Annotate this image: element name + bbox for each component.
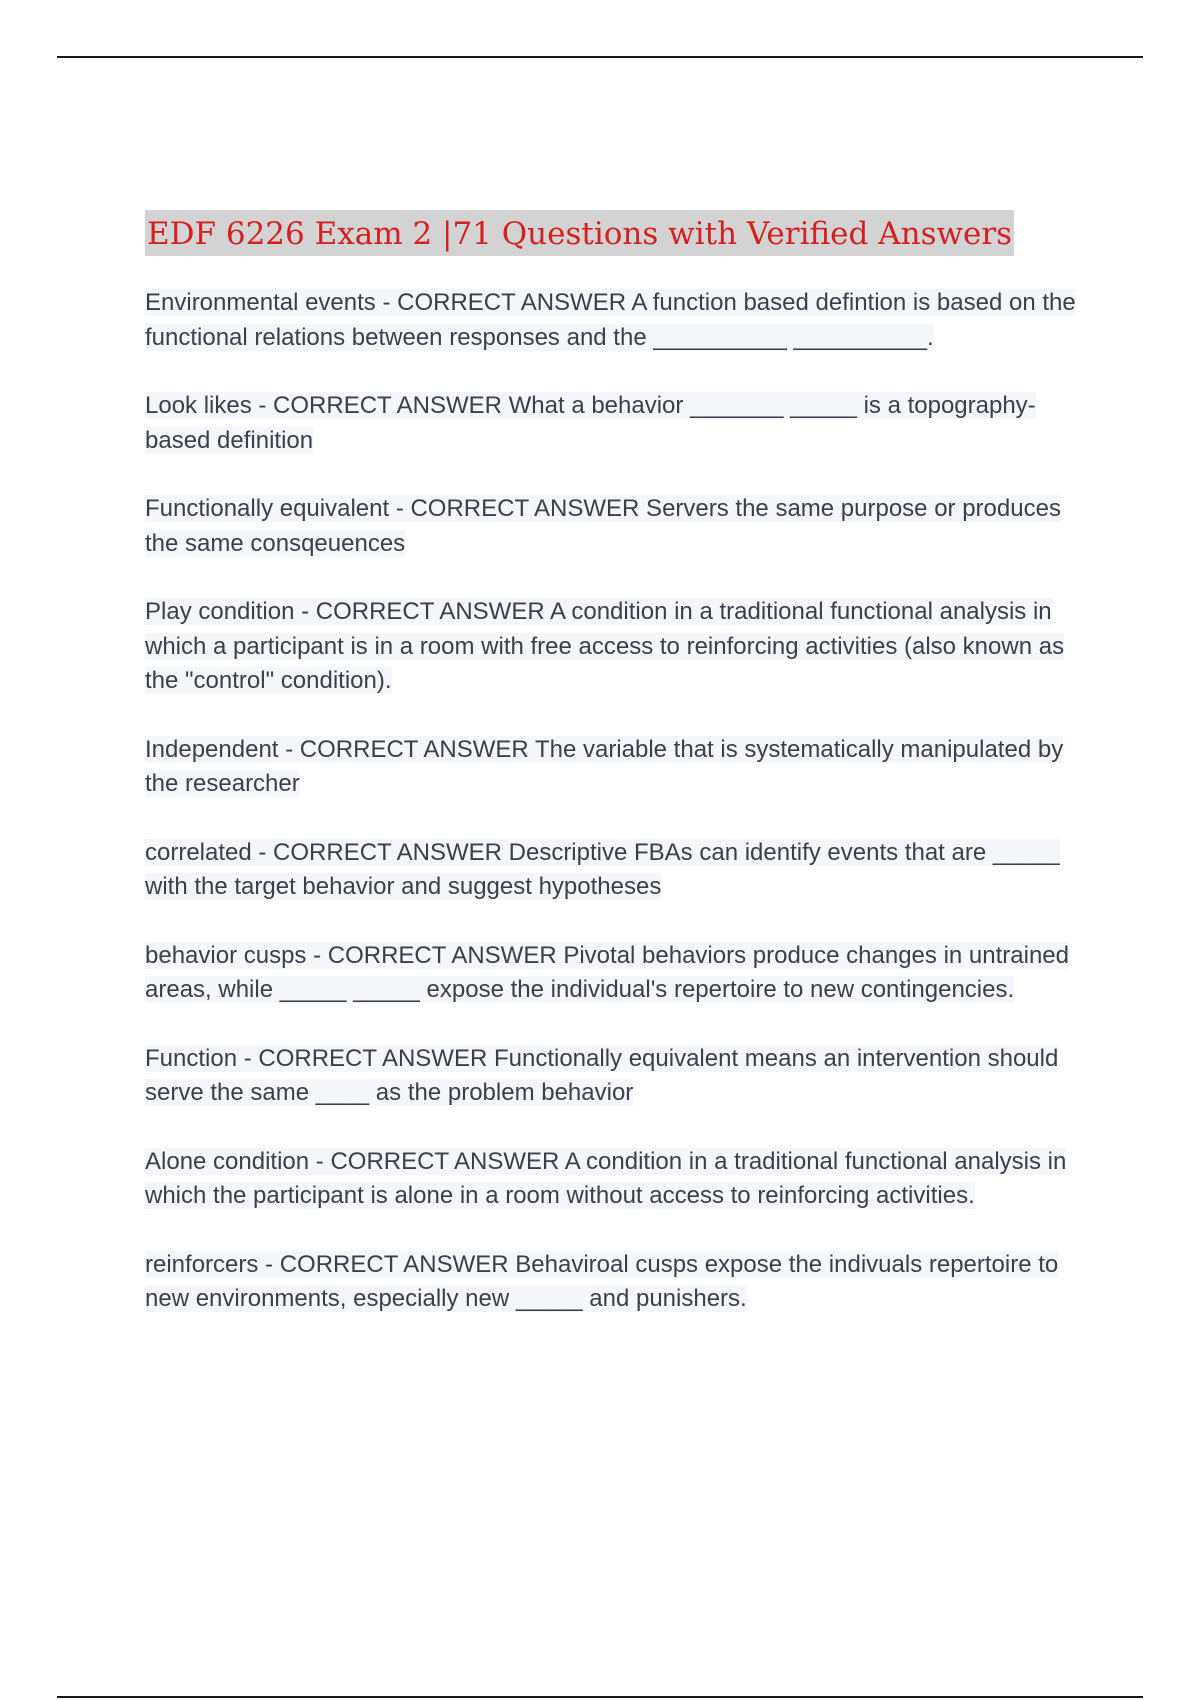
qa-item (145, 939, 1085, 1008)
qa-text: Look likes - CORRECT ANSWER What a behavior _______ _____ is a topography-based definition (145, 392, 1036, 454)
qa-text: Play condition - CORRECT ANSWER A condition in a traditional functional analysis in which a participant is in a room with free access to reinforcing activities (also known as the "control" condition). (145, 598, 1065, 694)
qa-text: Alone condition - CORRECT ANSWER A condition in a traditional functional analysis in which the participant is alone in a room without access to reinforcing activities. (145, 1147, 1067, 1209)
qa-text: behavior cusps - CORRECT ANSWER Pivotal behaviors produce changes in untrained areas, while _____ _____ expose the individual's repertoire to new contingencies. (145, 941, 1069, 1003)
qa-text: correlated - CORRECT ANSWER Descriptive FBAs can identify events that are _____ with the target behavior and suggest hypotheses (145, 838, 1060, 900)
qa-item (145, 595, 1085, 699)
qa-list (145, 286, 1085, 1317)
qa-item (145, 836, 1085, 905)
document-body (145, 210, 1085, 1351)
qa-item (145, 389, 1085, 458)
qa-item (145, 1145, 1085, 1214)
qa-text: reinforcers - CORRECT ANSWER Behaviroal cusps expose the indivuals repertoire to new environments, especially new _____ and punishers. (145, 1250, 1059, 1312)
qa-item (145, 1042, 1085, 1111)
qa-item (145, 1248, 1085, 1317)
qa-text: Functionally equivalent - CORRECT ANSWER Servers the same purpose or produces the same consqeuences (145, 495, 1061, 557)
qa-text: Environmental events - CORRECT ANSWER A function based defintion is based on the functional relations between responses and the __________ __________. (145, 289, 1076, 351)
qa-item (145, 733, 1085, 802)
document-title: EDF 6226 Exam 2 |71 Questions with Verified Answers (145, 210, 1014, 256)
footer-rule (57, 1696, 1143, 1698)
qa-text: Independent - CORRECT ANSWER The variable that is systematically manipulated by the researcher (145, 735, 1064, 797)
qa-text: Function - CORRECT ANSWER Functionally equivalent means an intervention should serve the same ____ as the problem behavior (145, 1044, 1059, 1106)
header-rule (57, 56, 1143, 58)
qa-item (145, 286, 1085, 355)
qa-item (145, 492, 1085, 561)
